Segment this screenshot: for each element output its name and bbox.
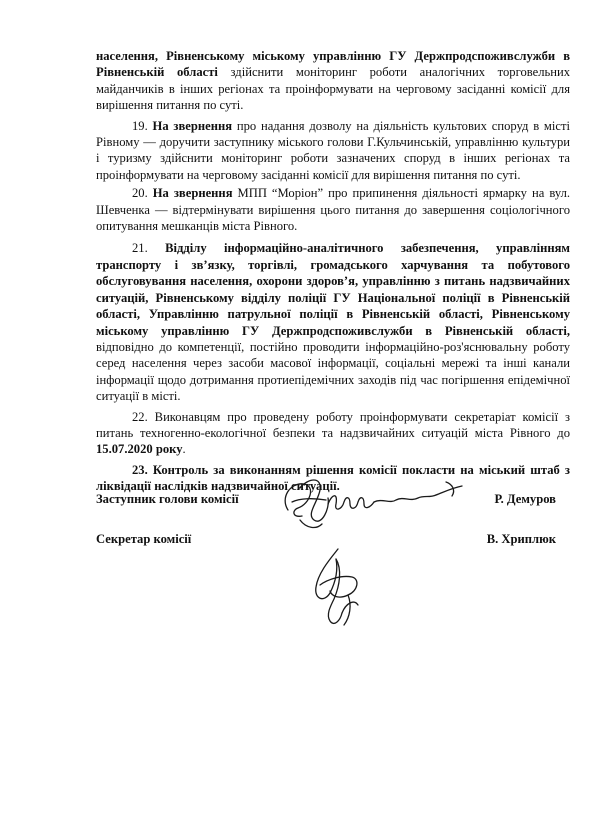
- paragraph-continuation: [96, 48, 570, 114]
- paragraph-continuation-text: здійснити моніторинг роботи аналогічних торговельних майданчиків в інших регіонах та проінформувати на черговому засіданні комісії для вирішення питання по суті.: [96, 65, 571, 113]
- deputy-role: Заступник голови комісії: [96, 492, 239, 506]
- paragraph-19: [96, 118, 570, 184]
- paragraph-20: [96, 185, 570, 234]
- paragraph-19-number: 19.: [132, 118, 153, 133]
- deputy-name: Р. Демуров: [494, 492, 556, 506]
- paragraph-21-number: 21.: [132, 241, 166, 256]
- secretary-signature-image: [308, 545, 368, 635]
- secretary-role: Секретар комісії: [96, 532, 192, 546]
- paragraph-19-text: про надання дозволу на діяльність культових споруд в місті Рівному — доручити заступнику міського голови Г.Кульчинській, управлінню культури і туризму здійснити моніторинг роботи зазначених споруд в інших регіонах та проінформувати на черговому засіданні комісії для вирішення питання по суті.: [96, 118, 570, 182]
- secretary-name: В. Хриплюк: [486, 532, 556, 546]
- paragraph-19-bold: На звернення: [152, 118, 233, 133]
- paragraph-20-bold: На звернення: [152, 186, 233, 201]
- paragraph-21-bold: Відділу інформаційно-аналітичного забезпечення, управлінням транспорту і зв’язку, торгівлі, громадського харчування та побутового обслуговування населення, охорони здоров’я, управлінню з питань надзвичайних ситуацій, Рівненському відділу поліції ГУ Національної поліції в Рівненській області, Управлінню патрульної поліції в Рівненській області, Рівненському міському управлінню ГУ Держпродспоживслужби в Рівненській області,: [96, 241, 570, 338]
- deputy-signature-image: [270, 468, 470, 538]
- document-body: [96, 48, 570, 495]
- paragraph-23-text: 23. Контроль за виконанням рішення комісії покласти на міський штаб з ліквідації наслідків надзвичайної ситуації.: [96, 462, 570, 494]
- paragraph-continuation-bold: населення, Рівненському міському управлінню ГУ Держпродспоживслужби в Рівненській області: [96, 49, 570, 80]
- paragraph-22-date: 15.07.2020 року: [96, 442, 183, 457]
- paragraph-22-number: 22.: [132, 409, 155, 424]
- paragraph-20-text: МПП “Моріон” про припинення діяльності ярмарку на вул. Шевченка — відтермінувати вирішення цього питання до завершення соціологічного опитування мешканців міста Рівного.: [96, 186, 571, 234]
- paragraph-22-end: .: [182, 442, 186, 457]
- paragraph-21: [96, 240, 570, 404]
- paragraph-22: [96, 409, 570, 458]
- paragraph-21-text: відповідно до компетенції, постійно проводити інформаційно-роз'яснювальну роботу серед населення через засоби масової інформації, соціальні мережі та інші канали інформації щодо дотримання протиепідемічних заходів під час погіршення епідемічної ситуації в місті.: [96, 339, 570, 404]
- paragraph-20-number: 20.: [132, 186, 153, 201]
- paragraph-22-text: Виконавцям про проведену роботу проінформувати секретаріат комісії з питань техногенно-екологічної безпеки та надзвичайних ситуацій міста Рівного до: [96, 409, 570, 440]
